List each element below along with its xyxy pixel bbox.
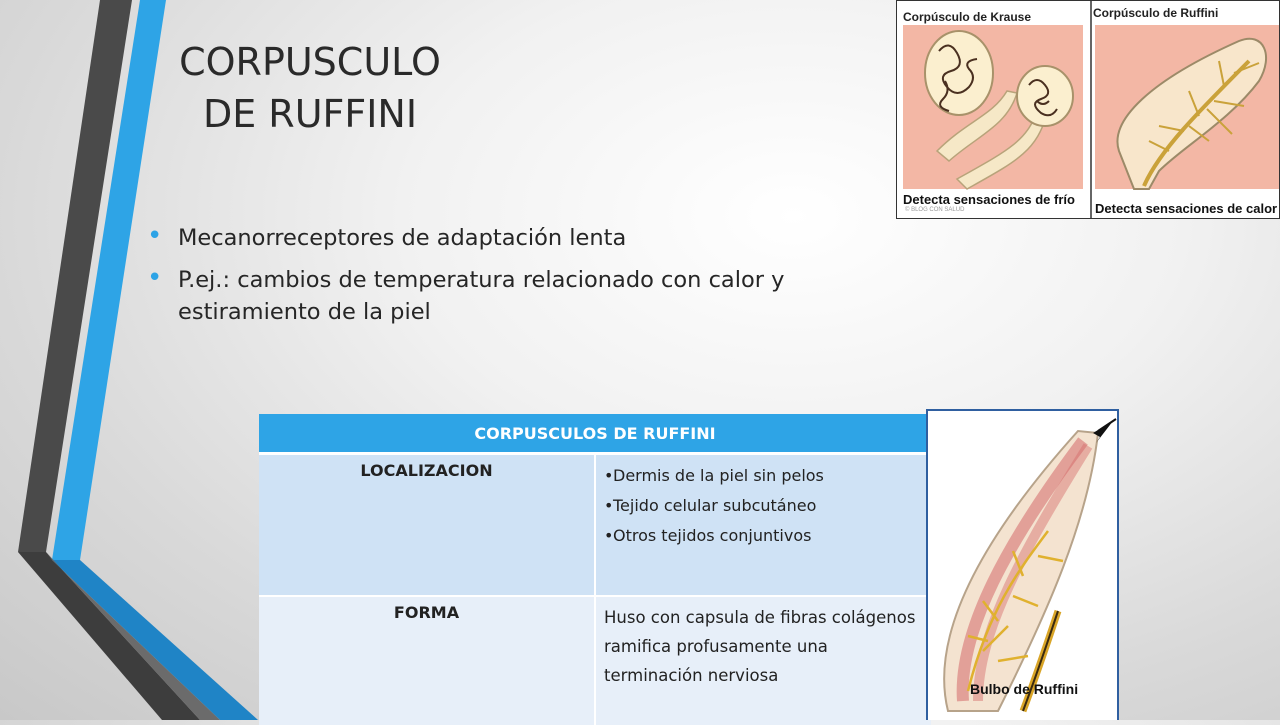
row-value-localizacion xyxy=(595,454,931,597)
bulbo-label: Bulbo de Ruffini xyxy=(970,681,1079,697)
krause-ruffini-figure xyxy=(896,0,1280,219)
row-key-forma: FORMA xyxy=(259,596,595,725)
title-line-1: CORPUSCULO xyxy=(179,40,441,84)
dark-bar-lower xyxy=(18,552,200,720)
table-header: CORPUSCULOS DE RUFFINI xyxy=(259,414,931,454)
forma-description: Huso con capsula de fibras colágenos ramifica profusamente una terminación nerviosa xyxy=(604,608,916,685)
list-item: • Otros tejidos conjuntivos xyxy=(604,521,923,551)
ruffini-illustration xyxy=(1089,1,1280,218)
ruffini-table xyxy=(259,414,931,725)
krause-caption: Detecta sensaciones de frío xyxy=(903,192,1075,207)
table-row xyxy=(259,596,931,725)
bullet-list xyxy=(145,222,905,338)
title-line-2: DE RUFFINI xyxy=(202,92,418,136)
page-title xyxy=(150,36,470,140)
localizacion-list xyxy=(604,461,923,551)
row-value-forma xyxy=(595,596,931,725)
ruffini-caption: Detecta sensaciones de calor xyxy=(1095,201,1278,216)
bulbo-ruffini-illustration xyxy=(928,411,1117,720)
krause-label: Corpúsculo de Krause xyxy=(903,10,1032,24)
list-item: • Tejido celular subcutáneo xyxy=(604,491,923,521)
bullet-item: • Mecanorreceptores de adaptación lenta xyxy=(145,222,905,254)
bulbo-ruffini-figure xyxy=(926,409,1119,720)
table-row xyxy=(259,454,931,597)
ruffini-label: Corpúsculo de Ruffini xyxy=(1093,6,1219,20)
krause-illustration xyxy=(897,1,1089,218)
list-item: • Dermis de la piel sin pelos xyxy=(604,461,923,491)
bullet-item: • P.ej.: cambios de temperatura relacionado con calor y estiramiento de la piel xyxy=(145,264,905,328)
watermark-text: © BLOG CON SALUD xyxy=(905,207,965,213)
row-key-localizacion: LOCALIZACION xyxy=(259,454,595,597)
